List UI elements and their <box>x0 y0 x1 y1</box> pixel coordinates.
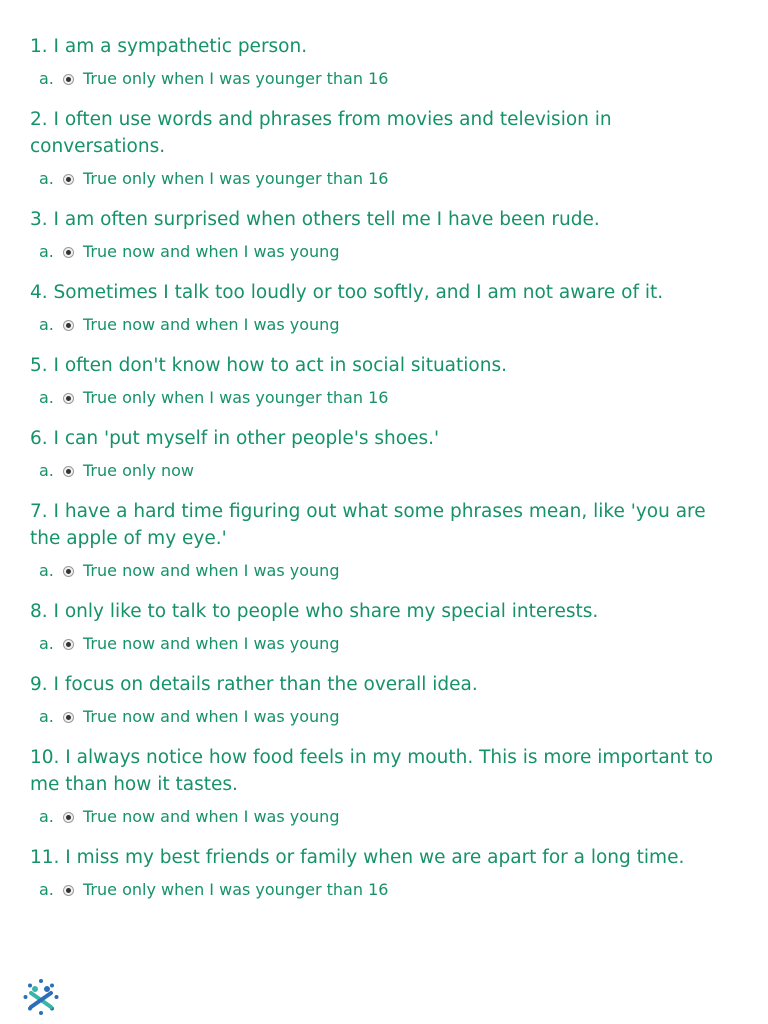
answer-label: True now and when I was young <box>83 707 340 726</box>
answer-letter: a. <box>39 169 54 188</box>
question-text: 9. I focus on details rather than the overall idea. <box>30 674 478 695</box>
answer-letter: a. <box>39 461 54 480</box>
radio-selected-icon[interactable] <box>63 74 74 85</box>
radio-selected-icon[interactable] <box>63 712 74 723</box>
answer-label: True only when I was younger than 16 <box>83 169 389 188</box>
answer-label: True only when I was younger than 16 <box>83 388 389 407</box>
radio-selected-icon[interactable] <box>63 174 74 185</box>
answer-label: True now and when I was young <box>83 634 340 653</box>
answer-letter: a. <box>39 880 54 899</box>
radio-selected-icon[interactable] <box>63 393 74 404</box>
questionnaire <box>30 32 740 901</box>
question-5 <box>30 351 740 409</box>
answer-option[interactable] <box>39 314 740 336</box>
question-text: 7. I have a hard time figuring out what some phrases mean, like 'you are the apple of my eye.' <box>30 501 706 549</box>
question-text: 6. I can 'put myself in other people's shoes.' <box>30 428 440 449</box>
answer-label: True now and when I was young <box>83 807 340 826</box>
answer-option[interactable] <box>39 68 740 90</box>
question-2 <box>30 105 740 190</box>
answer-letter: a. <box>39 561 54 580</box>
question-text: 5. I often don't know how to act in social situations. <box>30 355 507 376</box>
question-text: 10. I always notice how food feels in my mouth. This is more important to me than how it tastes. <box>30 747 714 795</box>
radio-selected-icon[interactable] <box>63 566 74 577</box>
answer-letter: a. <box>39 388 54 407</box>
people-circle-logo-icon <box>21 977 61 1017</box>
answer-label: True now and when I was young <box>83 242 340 261</box>
answer-option[interactable] <box>39 460 740 482</box>
answer-option[interactable] <box>39 387 740 409</box>
answer-label: True now and when I was young <box>83 315 340 334</box>
answer-label: True only when I was younger than 16 <box>83 880 389 899</box>
radio-selected-icon[interactable] <box>63 466 74 477</box>
answer-option[interactable] <box>39 706 740 728</box>
question-11 <box>30 843 740 901</box>
answer-option[interactable] <box>39 168 740 190</box>
radio-selected-icon[interactable] <box>63 885 74 896</box>
question-text: 8. I only like to talk to people who share my special interests. <box>30 601 599 622</box>
question-3 <box>30 205 740 263</box>
question-10 <box>30 743 740 828</box>
question-text: 1. I am a sympathetic person. <box>30 36 308 57</box>
answer-letter: a. <box>39 315 54 334</box>
question-text: 2. I often use words and phrases from movies and television in conversations. <box>30 109 612 157</box>
question-9 <box>30 670 740 728</box>
answer-option[interactable] <box>39 633 740 655</box>
question-4 <box>30 278 740 336</box>
answer-option[interactable] <box>39 879 740 901</box>
answer-option[interactable] <box>39 560 740 582</box>
radio-selected-icon[interactable] <box>63 247 74 258</box>
question-1 <box>30 32 740 90</box>
answer-letter: a. <box>39 69 54 88</box>
answer-letter: a. <box>39 242 54 261</box>
answer-letter: a. <box>39 707 54 726</box>
answer-label: True only now <box>83 461 195 480</box>
answer-letter: a. <box>39 634 54 653</box>
answer-option[interactable] <box>39 806 740 828</box>
radio-selected-icon[interactable] <box>63 320 74 331</box>
question-7 <box>30 497 740 582</box>
radio-selected-icon[interactable] <box>63 812 74 823</box>
question-text: 3. I am often surprised when others tell me I have been rude. <box>30 209 600 230</box>
answer-label: True only when I was younger than 16 <box>83 69 389 88</box>
answer-letter: a. <box>39 807 54 826</box>
answer-label: True now and when I was young <box>83 561 340 580</box>
answer-option[interactable] <box>39 241 740 263</box>
question-6 <box>30 424 740 482</box>
radio-selected-icon[interactable] <box>63 639 74 650</box>
question-text: 4. Sometimes I talk too loudly or too softly, and I am not aware of it. <box>30 282 664 303</box>
question-8 <box>30 597 740 655</box>
question-text: 11. I miss my best friends or family when we are apart for a long time. <box>30 847 685 868</box>
